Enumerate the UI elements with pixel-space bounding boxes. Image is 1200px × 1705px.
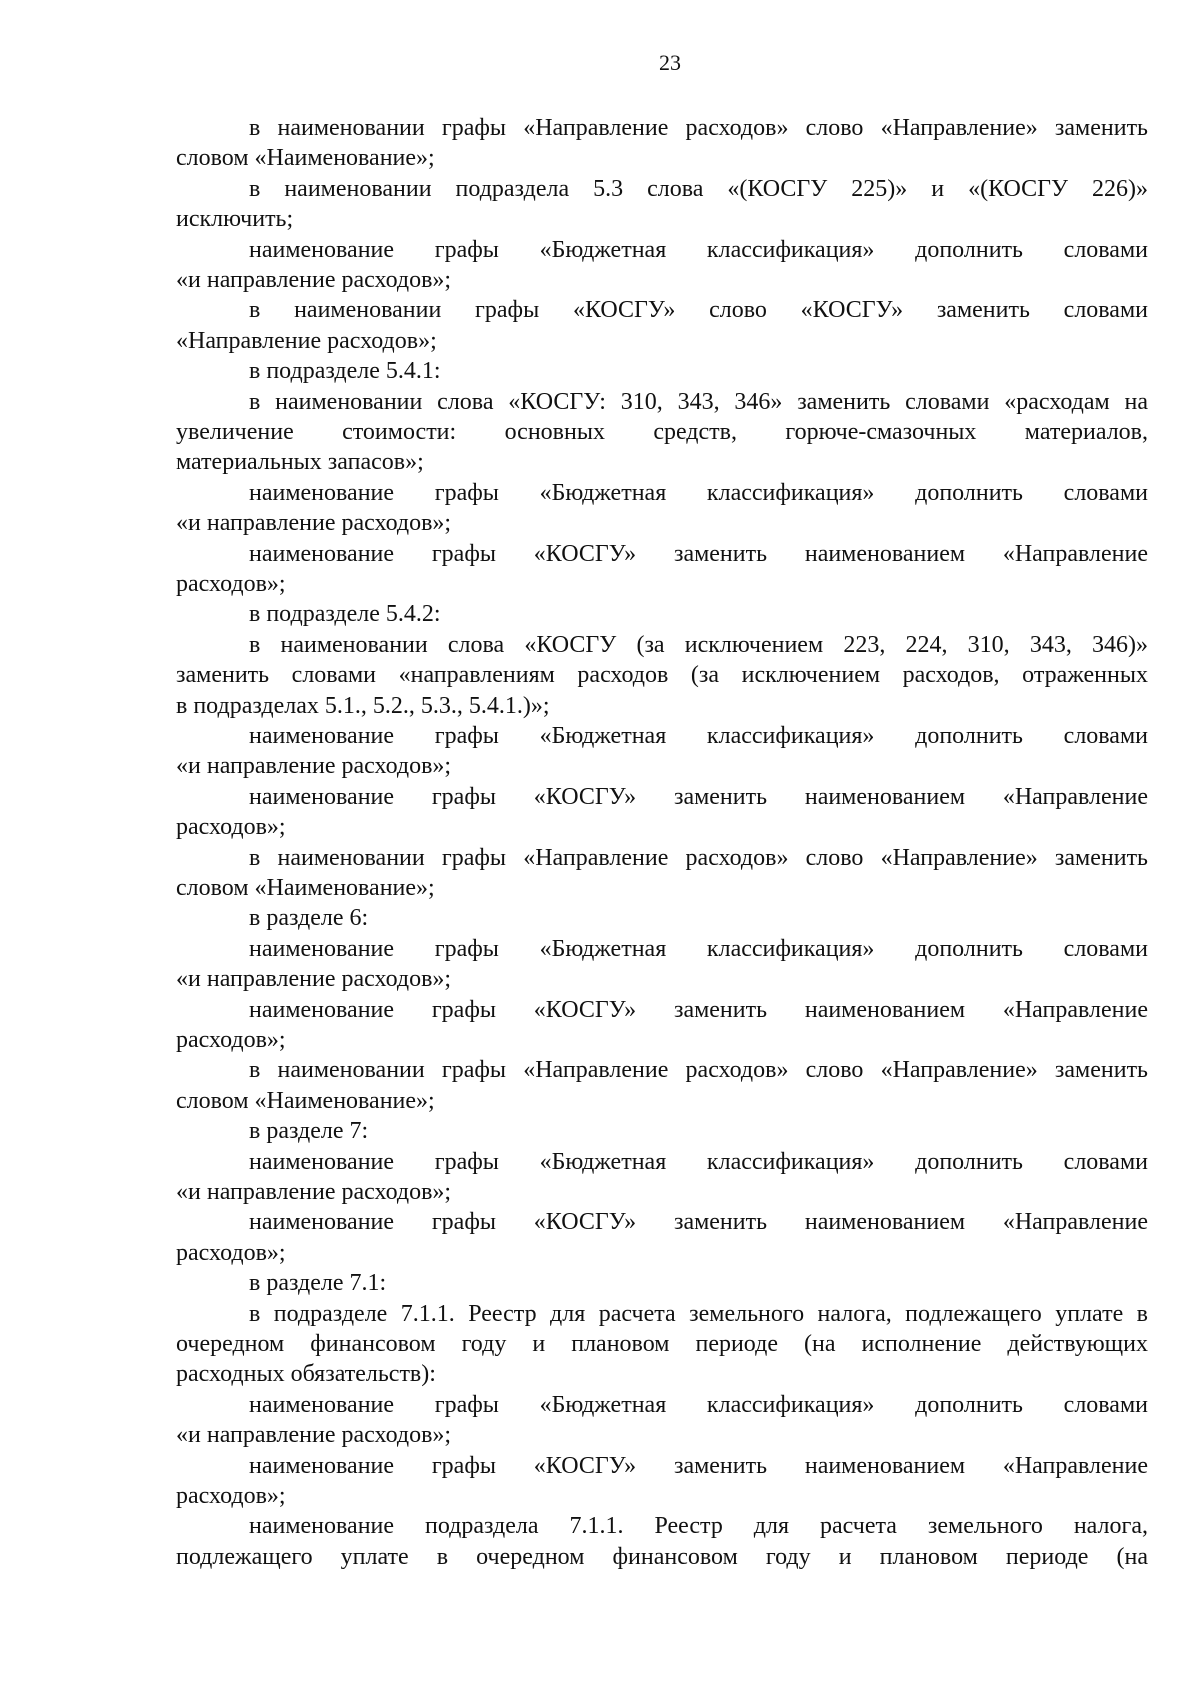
text-line: расходов»; <box>176 571 286 597</box>
text-line: словом «Наименование»; <box>176 145 435 172</box>
text-line: в подразделе 5.4.1: <box>249 358 441 385</box>
text-line: словом «Наименование»; <box>176 1087 435 1114</box>
text-line: в разделе 6: <box>249 905 369 932</box>
text-line: в наименовании графы «Направление расходов» слово «Направление» заменить <box>249 115 1148 141</box>
text-line: расходов»; <box>176 1027 286 1053</box>
text-line: наименование подраздела 7.1.1. Реестр для расчета земельного налога, <box>249 1513 1148 1540</box>
text-line: «и направление расходов»; <box>176 1422 452 1449</box>
text-line: «и направление расходов»; <box>176 1179 452 1205</box>
text-line: исключить; <box>176 206 294 233</box>
text-line: наименование графы «Бюджетная классификация» дополнить словами <box>249 1391 1148 1418</box>
text-line: «и направление расходов»; <box>176 966 452 993</box>
text-line: словом «Наименование»; <box>176 875 435 901</box>
text-line: расходов»; <box>176 814 286 841</box>
text-line: материальных запасов»; <box>176 449 424 476</box>
text-line: подлежащего уплате в очередном финансовом году и плановом периоде (на <box>176 1543 1148 1570</box>
text-line: в подразделах 5.1., 5.2., 5.3., 5.4.1.)»; <box>176 692 550 719</box>
text-line: в наименовании слова «КОСГУ (за исключением 223, 224, 310, 343, 346)» <box>249 631 1148 658</box>
text-line: расходов»; <box>176 1483 286 1509</box>
text-line: «и направление расходов»; <box>176 510 452 537</box>
text-line: в подразделе 7.1.1. Реестр для расчета земельного налога, подлежащего уплате в <box>249 1300 1148 1327</box>
text-line: в подразделе 5.4.2: <box>249 601 441 628</box>
text-line: заменить словами «направлениям расходов (за исключением расходов, отраженных <box>176 662 1148 689</box>
text-line: наименование графы «КОСГУ» заменить наименованием «Направление <box>249 996 1148 1023</box>
text-line: «и направление расходов»; <box>176 267 452 293</box>
text-line: увеличение стоимости: основных средств, горюче-смазочных материалов, <box>176 419 1148 445</box>
text-line: в наименовании графы «Направление расходов» слово «Направление» заменить <box>249 844 1148 871</box>
text-line: в наименовании слова «КОСГУ: 310, 343, 346» заменить словами «расходам на <box>249 388 1148 415</box>
text-line: в наименовании графы «КОСГУ» слово «КОСГУ» заменить словами <box>249 297 1148 324</box>
text-line: «и направление расходов»; <box>176 753 452 780</box>
text-line: наименование графы «Бюджетная классификация» дополнить словами <box>249 479 1148 506</box>
text-line: очередном финансовом году и плановом периоде (на исполнение действующих <box>176 1331 1148 1357</box>
text-line: наименование графы «КОСГУ» заменить наименованием «Направление <box>249 540 1148 567</box>
text-line: в наименовании подраздела 5.3 слова «(КОСГУ 225)» и «(КОСГУ 226)» <box>249 175 1148 202</box>
text-line: расходов»; <box>176 1239 286 1266</box>
text-line: наименование графы «КОСГУ» заменить наименованием «Направление <box>249 783 1148 810</box>
text-line: в разделе 7: <box>249 1118 369 1145</box>
text-line: наименование графы «Бюджетная классификация» дополнить словами <box>249 723 1148 749</box>
page-number: 23 <box>659 50 681 75</box>
text-line: наименование графы «КОСГУ» заменить наименованием «Направление <box>249 1209 1148 1236</box>
text-line: расходных обязательств): <box>176 1361 436 1388</box>
text-line: наименование графы «КОСГУ» заменить наименованием «Направление <box>249 1452 1148 1479</box>
text-line: наименование графы «Бюджетная классификация» дополнить словами <box>249 1148 1148 1175</box>
text-line: в наименовании графы «Направление расходов» слово «Направление» заменить <box>249 1057 1148 1084</box>
text-line: в разделе 7.1: <box>249 1270 387 1297</box>
text-line: наименование графы «Бюджетная классификация» дополнить словами <box>249 236 1148 263</box>
text-line: наименование графы «Бюджетная классификация» дополнить словами <box>249 935 1148 962</box>
text-line: «Направление расходов»; <box>176 327 437 354</box>
